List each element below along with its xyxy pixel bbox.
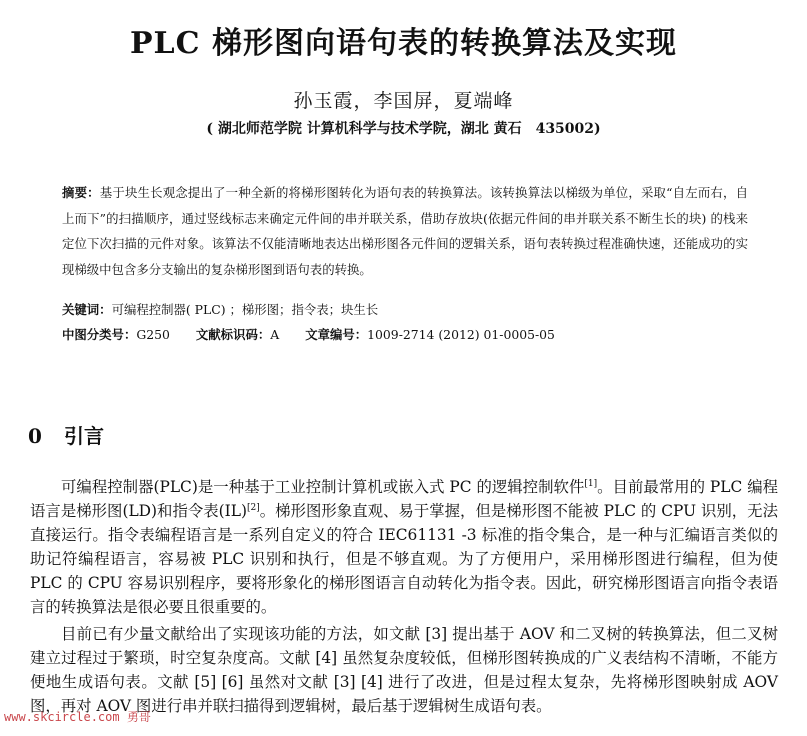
article-no-value: 1009-2714 (2012) 01-0005-05 — [367, 327, 555, 342]
citation-ref-2[interactable]: [2] — [246, 502, 260, 513]
keywords-line — [62, 298, 748, 322]
abstract-block — [62, 180, 748, 282]
abstract-label: 摘要： — [62, 185, 100, 200]
clc-value: G250 — [136, 327, 170, 342]
watermark: www.skcircle.com 勇哥 — [4, 710, 151, 724]
article-no-label: 文章编号： — [305, 327, 368, 342]
section-number: 0 — [28, 424, 42, 448]
classification-line — [62, 323, 748, 347]
author-list: 孙玉霞，李国屏，夏端峰 — [293, 90, 514, 112]
paragraph-1: 可编程控制器(PLC)是一种基于工业控制计算机或嵌入式 PC 的逻辑控制软件[1]。目前最常用的 PLC 编程语言是梯形图(LD)和指令表(IL)[2]。梯形图形象直观、易于掌握，但是梯形图不能被 PLC 的 CPU 识别，无法直接运行。指令表编程语言是一系列自定义的符合 IEC61131 -3 标准的指令集合，是一种与汇编语言类似的助记符编程语言，容易被 PLC 识别和执行，但是不够直观。为了方便用户，采用梯形图进行编程，但为使 PLC 的 CPU 容易识别程序，要将形象化的梯形图语言自动转化为指令表。因此，研究梯形图语言向指令表语言的转换算法是很必要且很重要的。 — [30, 478, 778, 616]
keywords-text: 可编程控制器( PLC) ；梯形图；指令表；块生长 — [111, 302, 379, 317]
body-text — [30, 475, 778, 718]
doc-code-label: 文献标识码： — [195, 327, 271, 342]
paper-title: PLC 梯形图向语句表的转换算法及实现 — [130, 26, 677, 61]
section-title: 引言 — [64, 424, 104, 448]
author-affiliation: ( 湖北师范学院 计算机科学与技术学院，湖北 黄石 435002) — [206, 121, 601, 137]
paragraph-2: 目前已有少量文献给出了实现该功能的方法，如文献 [3] 提出基于 AOV 和二叉树的转换算法，但二叉树建立过程过于繁琐，时空复杂度高。文献 [4] 虽然复杂度较低，但梯形图转换成的广义表结构不清晰，不能方便地生成语句表。文献 [5] [6] 虽然对文献 [3] [4] 进行了改进，但是过程太复杂，先将梯形图映射成 AOV 图，再对 AOV 图进行串并联扫描得到逻辑树，最后基于逻辑树生成语句表。 — [30, 625, 778, 715]
keywords-label: 关键词： — [62, 302, 112, 317]
clc-label: 中图分类号： — [62, 327, 137, 342]
citation-ref-1[interactable]: [1] — [584, 478, 598, 489]
doc-code-value: A — [270, 327, 280, 342]
abstract-text: 基于块生长观念提出了一种全新的将梯形图转化为语句表的转换算法。该转换算法以梯级为单位，采取“自左而右，自上而下”的扫描顺序，通过竖线标志来确定元件间的串并联关系，借助存放块(依据元件间的串并联关系不断生长的块) 的栈来定位下次扫描的元件对象。该算法不仅能清晰地表达出梯形图各元件间的逻辑关系，语句表转换过程准确快速，还能成功的实现梯级中包含多分支输出的复杂梯形图到语句表的转换。 — [62, 185, 748, 277]
section-heading — [28, 420, 104, 449]
